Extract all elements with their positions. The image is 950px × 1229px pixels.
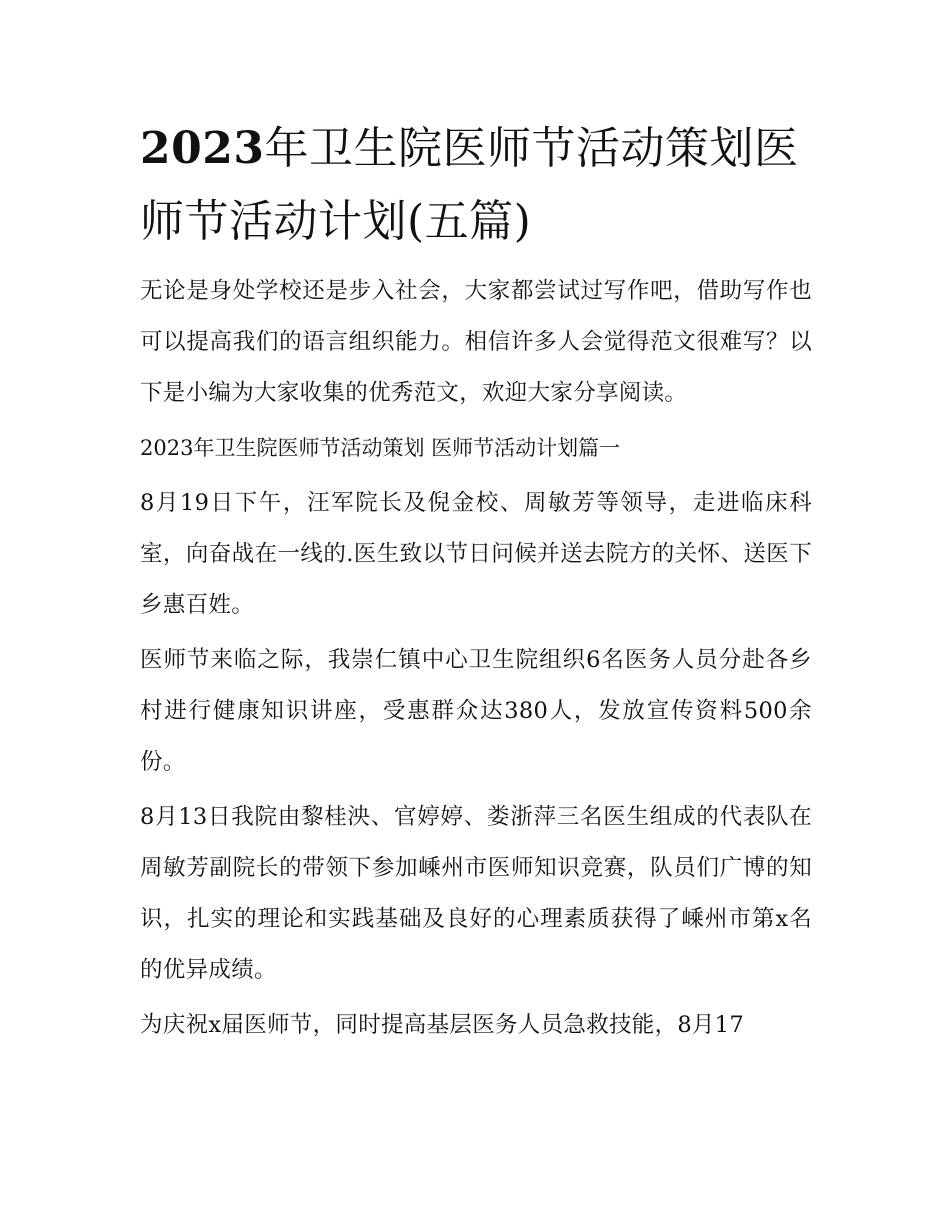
body-paragraph: 医师节来临之际，我崇仁镇中心卫生院组织6名医务人员分赴各乡村进行健康知识讲座，受惠群众达380人，发放宣传资料500余份。 — [140, 647, 812, 775]
body-paragraph: 8月19日下午，汪军院长及倪金校、周敏芳等领导，走进临床科室，向奋战在一线的.医生致以节日问候并送去院方的关怀、送医下乡惠百姓。 — [140, 490, 812, 618]
body-paragraph: 8月13日我院由黎桂泱、官婷婷、娄浙萍三名医生组成的代表队在周敏芳副院长的带领下参加嵊州市医师知识竞赛，队员们广博的知识，扎实的理论和实践基础及良好的心理素质获得了嵊州市第x名的优异成绩。 — [140, 804, 812, 983]
body-paragraph: 为庆祝x届医师节，同时提高基层医务人员急救技能，8月17 — [140, 1012, 745, 1038]
document-title — [140, 112, 812, 258]
intro-paragraph: 无论是身处学校还是步入社会，大家都尝试过写作吧，借助写作也可以提高我们的语言组织能力。相信许多人会觉得范文很难写？以下是小编为大家收集的优秀范文，欢迎大家分享阅读。 — [140, 278, 812, 406]
document-body — [140, 266, 812, 1051]
document-page — [140, 112, 812, 1055]
section-heading: 2023年卫生院医师节活动策划 医师节活动计划篇一 — [140, 436, 621, 460]
title-year: 2023 — [140, 123, 265, 174]
title-text: 年卫生院医师节活动策划医师节活动计划(五篇) — [140, 123, 799, 247]
